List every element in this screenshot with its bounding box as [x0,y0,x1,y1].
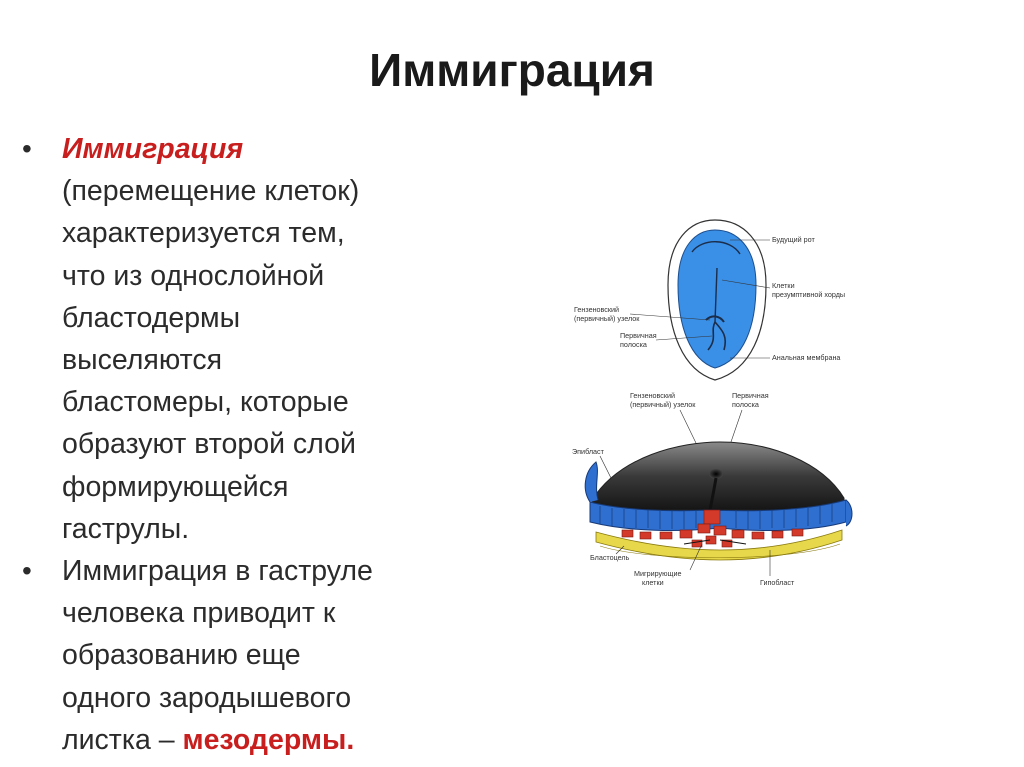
label-streak-bottom-2: полоска [732,400,759,409]
right-rolled-edge [846,500,852,526]
embryo-cross-section [572,391,852,587]
bullet-dot: • [22,555,32,587]
primitive-pit [709,469,723,479]
bullet-1-line: выселяются [62,344,223,377]
label-streak-top-2: полоска [620,340,647,349]
label-future-mouth: Будущий рот [772,235,815,244]
label-hensen-top-1: Гензеновский [574,305,620,314]
left-rolled-edge [585,462,598,502]
label-blastocoel: Бластоцель [590,553,630,562]
bullet-1-line: бластомеры, которые [62,386,349,419]
bullet-1-line: образуют второй слой [62,428,356,461]
bullet-2-line: человека приводит к [62,597,336,630]
bullet-2-last-line [62,719,450,761]
leader-line [600,456,612,480]
label-prechordal-2: презумптивной хорды [772,290,846,299]
label-epiblast: Эпибласт [572,447,604,456]
bullet-dot: • [22,133,32,164]
bullet-2-line: образованию еще [62,639,301,672]
bullet-2 [20,550,450,761]
label-hensen-bottom-1: Гензеновский [630,391,676,400]
label-prechordal-1: Клетки [772,281,795,290]
bullet-2-line: одного зародышевого [62,681,352,714]
bullet-1-line: бластодермы [62,301,241,334]
bullet-1-line: формирующейся [62,470,289,503]
label-hensen-top-2: (первичный) узелок [574,314,640,323]
bullet-1-highlight: Иммиграция [62,133,244,165]
slide-title: Иммиграция [369,44,655,96]
label-streak-top-1: Первичная [620,331,657,340]
bullet-2-last-prefix: листка – [62,723,183,756]
mesoderm-highlight: мезодермы. [182,723,355,756]
gastrulation-figure [560,210,860,600]
bullet-1 [20,128,450,550]
bullet-1-line: гаструлы. [62,512,190,545]
embryo-top-view [574,220,845,380]
bullet-2-line: Иммиграция в гаструле [62,555,373,588]
bullet-1-line: что из однослойной [62,259,325,292]
label-streak-bottom-1: Первичная [732,391,769,400]
label-anal-membrane: Анальная мембрана [772,353,841,362]
label-migrating-2: клетки [642,578,664,587]
label-migrating-1: Мигрирующие [634,569,682,578]
gastrulation-diagram [560,210,860,600]
bullet-1-line: характеризуется тем, [62,217,345,250]
bullet-1-line: (перемещение клеток) [62,175,360,208]
label-hensen-bottom-2: (первичный) узелок [630,400,696,409]
label-hypoblast: Гипобласт [760,578,795,587]
text-column [20,128,450,761]
